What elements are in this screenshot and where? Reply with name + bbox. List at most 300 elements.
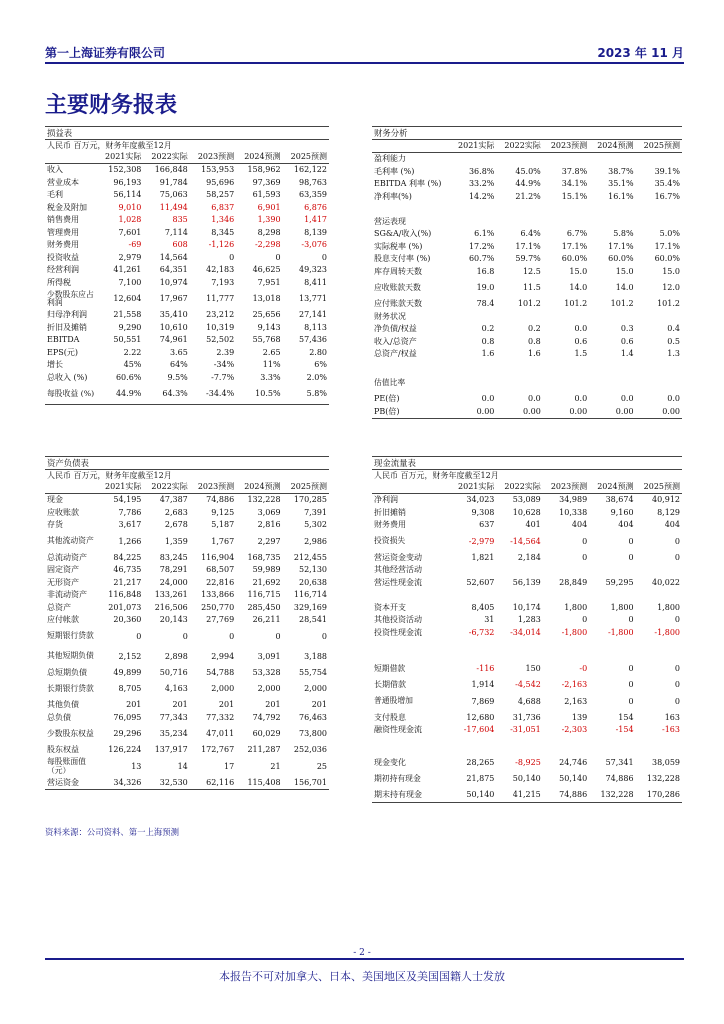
table-row bbox=[45, 564, 329, 577]
table-row bbox=[372, 373, 682, 393]
cell-value: 172,767 bbox=[201, 745, 235, 755]
cell-value: -2,979 bbox=[468, 536, 495, 546]
row-label: 盈利能力 bbox=[374, 154, 406, 164]
cell-value: 2,152 bbox=[118, 651, 142, 661]
cell-value: 52,502 bbox=[206, 335, 235, 345]
column-header-year: 2025预测 bbox=[636, 481, 682, 494]
cell-value: 21 bbox=[270, 761, 281, 771]
cell-value: 74,961 bbox=[159, 335, 188, 345]
table-row bbox=[45, 239, 329, 252]
table-row bbox=[372, 266, 682, 279]
cell-value: 152,308 bbox=[108, 165, 142, 175]
cell-value: 2,986 bbox=[304, 536, 327, 546]
cell-value: 154 bbox=[618, 712, 634, 722]
cell-value: 0.0 bbox=[667, 394, 680, 404]
cell-value bbox=[450, 373, 496, 393]
cell-value: -0 bbox=[579, 664, 588, 673]
cell-value: 133,261 bbox=[154, 590, 188, 600]
table-row bbox=[372, 216, 682, 229]
cell-value: 8,129 bbox=[657, 507, 680, 517]
cell-value: 0 bbox=[628, 664, 634, 673]
table-row bbox=[372, 166, 682, 179]
cell-value: 60.0% bbox=[654, 254, 680, 264]
cell-value bbox=[450, 737, 496, 757]
column-header-year: 2022实际 bbox=[496, 481, 542, 494]
cell-value: 10,974 bbox=[159, 277, 188, 287]
cell-value: 14.2% bbox=[468, 191, 495, 201]
cell-value bbox=[496, 153, 542, 166]
cell-value: -7.7% bbox=[211, 372, 235, 382]
cell-value: 0.4 bbox=[667, 324, 680, 334]
column-header-year: 2025预测 bbox=[283, 481, 329, 494]
cell-value: 0 bbox=[628, 680, 634, 690]
cell-value: 60.0% bbox=[561, 254, 588, 264]
cell-value: 21,692 bbox=[252, 577, 281, 587]
cell-value: 33.2% bbox=[468, 179, 495, 189]
cell-value: 98,763 bbox=[299, 177, 327, 187]
table-row bbox=[45, 277, 329, 290]
cell-value: 1,767 bbox=[211, 536, 235, 546]
cell-value: 101.2 bbox=[517, 299, 541, 309]
table-row bbox=[45, 289, 329, 309]
cell-value: 14.0 bbox=[569, 283, 588, 292]
cell-value: 0 bbox=[182, 631, 188, 641]
row-label: 总负债 bbox=[47, 712, 71, 722]
cell-value bbox=[450, 216, 496, 229]
cell-value: 170,285 bbox=[293, 495, 327, 505]
row-label: 其他流动资产 bbox=[47, 536, 94, 546]
cell-value: 1,417 bbox=[304, 215, 327, 225]
cell-value: 17.1% bbox=[515, 241, 541, 251]
table-row bbox=[45, 359, 329, 372]
table-row bbox=[372, 361, 682, 374]
cell-value: 0.00 bbox=[662, 406, 680, 416]
cell-value: 6% bbox=[314, 360, 327, 370]
cell-value: 13 bbox=[131, 761, 142, 771]
cell-value: 34.1% bbox=[561, 179, 588, 189]
cash-flow-panel bbox=[372, 456, 682, 803]
cell-value bbox=[496, 737, 542, 757]
cell-value: 75,063 bbox=[159, 190, 188, 200]
cell-value: 21,875 bbox=[466, 774, 495, 783]
cell-value: 6,901 bbox=[257, 202, 281, 212]
cell-value: 49,323 bbox=[299, 265, 327, 275]
table-row bbox=[372, 253, 682, 266]
cell-value: 22,816 bbox=[206, 577, 235, 587]
cell-value: 34,326 bbox=[113, 777, 142, 787]
cell-value: 59,989 bbox=[252, 565, 281, 575]
cell-value: 25,656 bbox=[252, 310, 281, 320]
data-table bbox=[45, 481, 329, 790]
row-label: 长期借款 bbox=[374, 680, 406, 690]
table-row bbox=[45, 602, 329, 615]
panel-title: 现金流量表 bbox=[372, 456, 682, 470]
cell-value bbox=[543, 639, 589, 659]
cell-value: 31,736 bbox=[512, 712, 541, 722]
table-row bbox=[372, 241, 682, 254]
cell-value: 139 bbox=[571, 712, 588, 722]
table-row bbox=[45, 777, 329, 790]
cell-value: 9,290 bbox=[118, 322, 142, 332]
cell-value: 10,338 bbox=[559, 507, 588, 517]
column-header-year: 2022实际 bbox=[143, 481, 189, 494]
table-row bbox=[372, 393, 682, 406]
row-label: 其他短期负债 bbox=[47, 651, 94, 661]
table-row bbox=[372, 348, 682, 361]
cell-value: 216,506 bbox=[154, 602, 188, 612]
cell-value: 97,369 bbox=[252, 177, 281, 187]
cell-value: 9,308 bbox=[471, 507, 495, 517]
cell-value: 47,011 bbox=[206, 729, 235, 738]
row-label: 期初持有现金 bbox=[374, 773, 421, 783]
row-label: 经营利润 bbox=[47, 265, 79, 275]
cell-value: 5,187 bbox=[211, 520, 235, 530]
cell-value: -163 bbox=[662, 725, 680, 735]
cell-value: 58,257 bbox=[206, 190, 235, 200]
cell-value: 91,784 bbox=[159, 177, 188, 187]
table-row bbox=[45, 507, 329, 520]
cell-value bbox=[636, 311, 682, 324]
cell-value: 201,073 bbox=[108, 602, 142, 612]
cell-value: 60.6% bbox=[115, 372, 142, 382]
cell-value: 250,770 bbox=[201, 602, 235, 612]
table-row bbox=[45, 322, 329, 335]
cell-value: 26,211 bbox=[252, 615, 281, 625]
table-row bbox=[45, 627, 329, 647]
row-label: 其他经营活动 bbox=[374, 565, 422, 575]
cell-value: 8,113 bbox=[304, 322, 327, 332]
cell-value bbox=[543, 203, 589, 216]
cell-value: 2,898 bbox=[164, 651, 188, 661]
data-table bbox=[372, 481, 682, 803]
cell-value: 54,788 bbox=[206, 667, 235, 677]
cell-value: 74,886 bbox=[206, 495, 235, 505]
cell-value: 15.0 bbox=[615, 266, 634, 276]
table-row bbox=[372, 737, 682, 757]
cell-value: 23,212 bbox=[206, 310, 235, 320]
table-row bbox=[45, 647, 329, 667]
row-label: 财务状况 bbox=[374, 311, 406, 321]
column-header-year: 2023预测 bbox=[190, 151, 236, 164]
cell-value: 8,705 bbox=[118, 684, 142, 693]
cell-value: 38.7% bbox=[608, 166, 634, 176]
cell-value: 12,680 bbox=[466, 712, 495, 722]
cell-value: 13,771 bbox=[299, 294, 327, 303]
cell-value: 0 bbox=[321, 631, 327, 641]
cell-value bbox=[496, 564, 542, 577]
cell-value: 0.0 bbox=[620, 394, 634, 404]
cell-value: 8,411 bbox=[304, 277, 327, 287]
cell-value bbox=[450, 589, 496, 602]
cell-value bbox=[636, 203, 682, 216]
cell-value: 3,069 bbox=[257, 507, 281, 517]
cell-value: 835 bbox=[172, 215, 188, 225]
cell-value: 34,989 bbox=[559, 495, 588, 505]
cell-value: 116,848 bbox=[108, 590, 142, 600]
cell-value: 29,296 bbox=[113, 729, 142, 738]
row-label: 短期借款 bbox=[374, 663, 406, 673]
row-label: 归母净利润 bbox=[47, 310, 87, 320]
cell-value: -1,800 bbox=[607, 627, 634, 637]
cell-value: -6,732 bbox=[468, 627, 495, 637]
cell-value: 36.8% bbox=[468, 166, 495, 176]
row-label: EPS(元) bbox=[47, 347, 78, 357]
cell-value: 2.65 bbox=[262, 347, 281, 357]
cell-value: 28,265 bbox=[466, 757, 495, 767]
table-row bbox=[45, 494, 329, 507]
row-label: 净利率(%) bbox=[374, 191, 412, 201]
cell-value: 42,183 bbox=[206, 265, 235, 275]
table-row bbox=[45, 519, 329, 532]
cell-value: 201 bbox=[265, 700, 281, 710]
row-label: 估值比率 bbox=[374, 377, 406, 387]
cell-value: 201 bbox=[311, 700, 327, 710]
row-label: 融资性现金流 bbox=[374, 725, 422, 735]
table-row bbox=[372, 203, 682, 216]
cell-value: 52,130 bbox=[299, 565, 327, 575]
row-label: 普通股增加 bbox=[374, 696, 413, 706]
cell-value: 12,604 bbox=[113, 294, 142, 303]
cell-value: 2.80 bbox=[309, 347, 327, 357]
footer-divider bbox=[45, 958, 684, 960]
header-row bbox=[45, 481, 329, 494]
table-row bbox=[372, 712, 682, 725]
cell-value: 0.6 bbox=[620, 336, 634, 346]
table-row bbox=[45, 334, 329, 347]
table-row bbox=[45, 667, 329, 680]
cell-value: -4,542 bbox=[515, 680, 541, 690]
cell-value: 2,184 bbox=[517, 552, 541, 562]
cell-value: 1,800 bbox=[657, 602, 680, 612]
cell-value: 46,735 bbox=[113, 565, 142, 575]
cell-value: 83,245 bbox=[159, 552, 188, 562]
column-header-year: 2021实际 bbox=[97, 151, 143, 164]
cell-value: 60.0% bbox=[608, 254, 634, 264]
row-label: 现金 bbox=[47, 495, 63, 505]
column-header-year: 2024预测 bbox=[589, 140, 635, 153]
row-label: 每股收益 (%) bbox=[47, 388, 95, 398]
cell-value: 150 bbox=[525, 664, 541, 673]
column-header-year: 2023预测 bbox=[543, 140, 589, 153]
cell-value: 45% bbox=[123, 360, 142, 370]
data-table bbox=[45, 151, 329, 405]
table-row bbox=[372, 769, 682, 789]
row-label: 股息支付率 (%) bbox=[374, 254, 431, 264]
cell-value: 53,328 bbox=[252, 667, 281, 677]
cell-value: 6,837 bbox=[211, 202, 235, 212]
cell-value bbox=[543, 737, 589, 757]
cell-value: 0 bbox=[628, 615, 634, 625]
row-label: 净利润 bbox=[374, 495, 398, 505]
cell-value: 14.0 bbox=[615, 283, 634, 292]
cell-value: 0 bbox=[275, 631, 281, 641]
cell-value: 2,000 bbox=[304, 684, 327, 693]
cell-value bbox=[496, 361, 542, 374]
table-row bbox=[45, 744, 329, 757]
row-label: 收入 bbox=[47, 165, 63, 175]
cell-value: 6.4% bbox=[520, 229, 541, 239]
column-header-year: 2024预测 bbox=[589, 481, 635, 494]
cell-value: -69 bbox=[128, 240, 142, 250]
unit-note: 人民币 百万元，财务年度截至12月 bbox=[47, 470, 172, 480]
cell-value: 77,332 bbox=[206, 712, 235, 722]
row-label bbox=[372, 737, 450, 757]
cell-value: 37.8% bbox=[561, 166, 588, 176]
cell-value: -34.4% bbox=[206, 389, 235, 398]
cell-value: 3,188 bbox=[304, 651, 327, 661]
cell-value: 59.7% bbox=[515, 254, 541, 264]
table-row bbox=[372, 564, 682, 577]
row-label: 增长 bbox=[47, 360, 63, 370]
table-row bbox=[45, 347, 329, 360]
cell-value: 34,023 bbox=[466, 495, 495, 505]
cell-value: 21.2% bbox=[515, 191, 541, 201]
row-label: 库存周转天数 bbox=[374, 266, 422, 276]
company-name: 第一上海证券有限公司 bbox=[45, 46, 166, 60]
table-row bbox=[45, 614, 329, 627]
table-row bbox=[372, 692, 682, 712]
cell-value: 201 bbox=[172, 700, 188, 710]
cell-value: 7,869 bbox=[471, 696, 495, 706]
cell-value: 16.7% bbox=[654, 191, 680, 201]
cell-value: 17,967 bbox=[159, 294, 188, 303]
cell-value: 7,951 bbox=[257, 277, 281, 287]
cell-value: 0.00 bbox=[522, 406, 541, 416]
cell-value: -1,800 bbox=[654, 627, 680, 637]
cell-value: 40,022 bbox=[652, 577, 680, 587]
cell-value: 7,193 bbox=[211, 277, 235, 287]
table-row bbox=[45, 577, 329, 590]
table-row bbox=[372, 724, 682, 737]
cell-value: 27,141 bbox=[299, 310, 327, 320]
cell-value: 9,143 bbox=[257, 322, 281, 332]
table-row bbox=[372, 298, 682, 311]
cell-value: 201 bbox=[218, 700, 235, 710]
table-row bbox=[372, 577, 682, 590]
table-row bbox=[372, 336, 682, 349]
cell-value: 17.1% bbox=[561, 241, 588, 251]
cell-value: -17,604 bbox=[463, 725, 495, 735]
table-row bbox=[372, 406, 682, 419]
cell-value: 329,169 bbox=[293, 602, 327, 612]
cell-value: 17.2% bbox=[468, 241, 495, 251]
cell-value: 24,000 bbox=[159, 577, 188, 587]
column-header-year: 2023预测 bbox=[190, 481, 236, 494]
cell-value: 10.5% bbox=[255, 389, 281, 398]
cell-value: 50,551 bbox=[113, 335, 142, 345]
cell-value bbox=[589, 153, 635, 166]
table-row bbox=[372, 589, 682, 602]
cell-value: 64,351 bbox=[159, 265, 188, 275]
cell-value: 0 bbox=[674, 552, 680, 562]
cell-value: 0 bbox=[582, 536, 588, 546]
cell-value: 47,387 bbox=[159, 495, 188, 505]
cell-value: 54,195 bbox=[113, 495, 142, 505]
row-label: 管理费用 bbox=[47, 227, 79, 237]
table-row bbox=[372, 627, 682, 640]
cell-value: 35.4% bbox=[654, 179, 680, 189]
cell-value: 0 bbox=[674, 664, 680, 673]
cell-value: 404 bbox=[618, 520, 634, 530]
cell-value: 211,287 bbox=[247, 745, 281, 755]
cell-value: 1,346 bbox=[211, 215, 235, 225]
row-label: PB(倍) bbox=[374, 406, 400, 416]
table-row bbox=[372, 178, 682, 191]
row-label: 总短期负债 bbox=[47, 667, 87, 677]
cell-value: 17.1% bbox=[608, 241, 634, 251]
cell-value: 2.39 bbox=[216, 347, 235, 357]
cell-value: 1,914 bbox=[471, 680, 495, 690]
column-header-year: 2024预测 bbox=[236, 151, 282, 164]
cell-value: 8,139 bbox=[304, 227, 327, 237]
row-label: 资本开支 bbox=[374, 602, 406, 612]
page-number: - 2 - bbox=[353, 948, 371, 958]
row-label: 投资收益 bbox=[47, 252, 79, 262]
row-label: 支付股息 bbox=[374, 712, 406, 722]
column-header-year: 2023预测 bbox=[543, 481, 589, 494]
cell-value: 6.1% bbox=[474, 229, 495, 239]
cell-value: 0.3 bbox=[620, 324, 634, 334]
cell-value bbox=[450, 564, 496, 577]
cell-value bbox=[589, 373, 635, 393]
cell-value: 57,436 bbox=[299, 335, 327, 345]
table-row bbox=[372, 679, 682, 692]
cell-value: 132,228 bbox=[247, 495, 281, 505]
cell-value: 56,114 bbox=[113, 190, 142, 200]
cell-value: 9.5% bbox=[167, 372, 188, 382]
unit-note: 人民币 百万元，财务年度截至12月 bbox=[374, 470, 499, 480]
table-row bbox=[45, 679, 329, 699]
cell-value: 1.6 bbox=[481, 349, 495, 359]
cell-value: 8,298 bbox=[257, 227, 281, 237]
cell-value: 7,786 bbox=[118, 507, 142, 517]
table-row bbox=[45, 177, 329, 190]
cell-value: 10,610 bbox=[159, 322, 188, 332]
table-row bbox=[45, 384, 329, 405]
cell-value: 0 bbox=[136, 631, 142, 641]
page-title: 主要财务报表 bbox=[45, 93, 178, 118]
row-label: 净负债/权益 bbox=[374, 324, 417, 334]
cell-value: 56,139 bbox=[512, 577, 541, 587]
table-row bbox=[372, 602, 682, 615]
cell-value: 162,122 bbox=[293, 165, 327, 175]
row-label: 总资产/权益 bbox=[374, 349, 417, 359]
table-row bbox=[372, 191, 682, 204]
cell-value: 1,359 bbox=[164, 536, 188, 546]
cell-value: 201 bbox=[126, 700, 142, 710]
cell-value bbox=[589, 737, 635, 757]
cell-value: 2.0% bbox=[306, 372, 327, 382]
balance-sheet-panel bbox=[45, 456, 329, 790]
row-label: 营运资金 bbox=[47, 777, 79, 787]
cell-value: 4,688 bbox=[517, 696, 541, 706]
cell-value: 21,217 bbox=[113, 577, 142, 587]
column-header-year: 2022实际 bbox=[143, 151, 189, 164]
table-row bbox=[45, 724, 329, 744]
cell-value bbox=[450, 639, 496, 659]
cell-value: 55,754 bbox=[299, 667, 327, 677]
cell-value: 133,866 bbox=[201, 590, 235, 600]
cell-value: 170,286 bbox=[646, 790, 680, 800]
table-row bbox=[372, 153, 682, 166]
column-header-year: 2025预测 bbox=[283, 151, 329, 164]
table-row bbox=[372, 519, 682, 532]
cell-value: 212,455 bbox=[293, 552, 327, 562]
cell-value: 68,507 bbox=[206, 565, 235, 575]
cell-value bbox=[589, 361, 635, 374]
cell-value: 11,777 bbox=[206, 294, 235, 303]
table-row bbox=[45, 699, 329, 712]
